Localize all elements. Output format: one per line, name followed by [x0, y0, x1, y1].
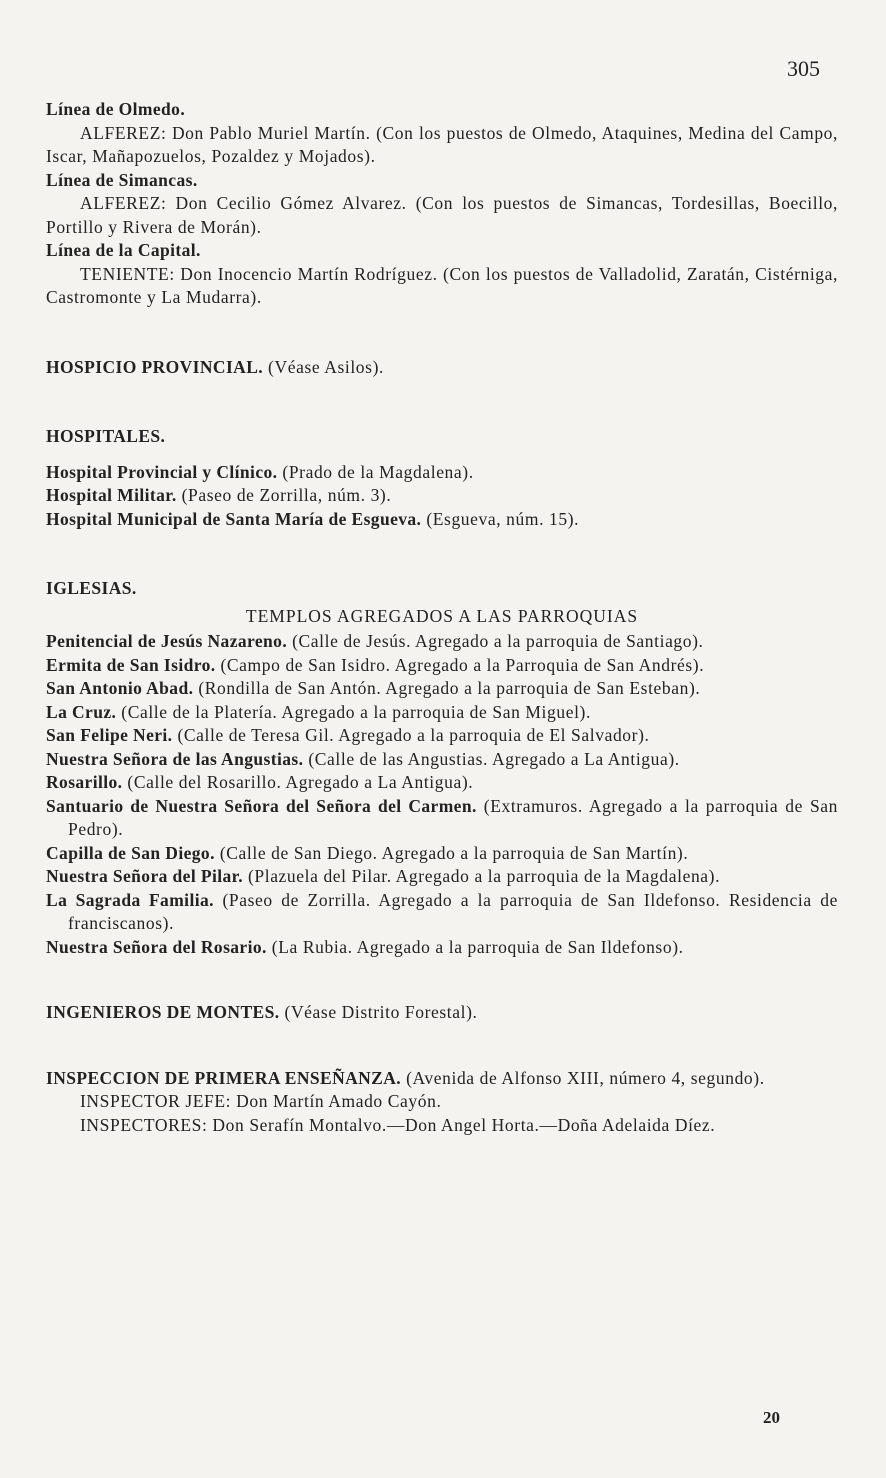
section-entry: INSPECCION DE PRIMERA ENSEÑANZA. (Avenida de Alfonso XIII, número 4, segundo). [46, 1067, 765, 1088]
list-item: Hospital Provincial y Clínico. (Prado de la Magdalena). [46, 461, 474, 482]
list-item: San Felipe Neri. (Calle de Teresa Gil. Agregado a la parroquia de El Salvador). [46, 725, 650, 745]
section-text: (Véase Distrito Forestal). [284, 1002, 478, 1022]
inspector-jefe: INSPECTOR JEFE: Don Martín Amado Cayón. [80, 1091, 442, 1111]
iglesias-section [46, 577, 838, 959]
inspectores: INSPECTORES: Don Serafín Montalvo.—Don Angel Horta.—Doña Adelaida Díez. [80, 1114, 716, 1135]
section-text: (Véase Asilos). [268, 356, 384, 377]
signature-mark: 20 [763, 1408, 780, 1427]
list-item: Penitencial de Jesús Nazareno. (Calle de Jesús. Agregado a la parroquia de Santiago). [46, 631, 704, 651]
line-heading: Línea de la Capital. [46, 240, 201, 260]
list-item: Nuestra Señora del Pilar. (Plazuela del Pilar. Agregado a la parroquia de la Magdalena). [46, 866, 721, 886]
section-title: HOSPITALES. [46, 426, 166, 446]
list-item: Capilla de San Diego. (Calle de San Diego. Agregado a la parroquia de San Martín). [46, 842, 689, 863]
section-title: IGLESIAS. [46, 578, 137, 598]
guardia-section [46, 98, 838, 310]
line-text: ALFEREZ: Don Cecilio Gómez Alvarez. (Con los puestos de Simancas, Tordesillas, Boecillo, Portillo y Rivera de Morán). [46, 193, 838, 237]
section-title: HOSPICIO PROVINCIAL. [46, 356, 264, 377]
line-text: TENIENTE: Don Inocencio Martín Rodríguez. (Con los puestos de Valladolid, Zaratán, Cistérniga, Castromonte y La Mudarra). [46, 263, 838, 307]
page-body [46, 98, 838, 1137]
line-heading: Línea de Olmedo. [46, 99, 186, 119]
inspeccion-section [46, 1067, 838, 1138]
list-item: Hospital Municipal de Santa María de Esgueva. (Esgueva, núm. 15). [46, 508, 580, 529]
list-item: La Cruz. (Calle de la Platería. Agregado a la parroquia de San Miguel). [46, 701, 591, 722]
line-text: ALFEREZ: Don Pablo Muriel Martín. (Con los puestos de Olmedo, Ataquines, Medina del Campo, Iscar, Mañapozuelos, Pozaldez y Mojados). [46, 122, 838, 166]
hospicio-entry [46, 356, 838, 380]
page-number: 305 [787, 56, 820, 81]
list-item: Hospital Militar. (Paseo de Zorrilla, núm. 3). [46, 485, 392, 505]
list-item: Nuestra Señora de las Angustias. (Calle de las Angustias. Agregado a La Antigua). [46, 748, 680, 769]
list-item: Santuario de Nuestra Señora del Señora del Carmen. (Extramuros. Agregado a la parroquia de San Pedro). [46, 795, 839, 839]
section-subtitle: TEMPLOS AGREGADOS A LAS PARROQUIAS [245, 605, 639, 626]
list-item: San Antonio Abad. (Rondilla de San Antón. Agregado a la parroquia de San Esteban). [46, 678, 701, 698]
list-item: Rosarillo. (Calle del Rosarillo. Agregado a La Antigua). [46, 772, 474, 792]
line-heading: Línea de Simancas. [46, 169, 198, 190]
list-item: Ermita de San Isidro. (Campo de San Isidro. Agregado a la Parroquia de San Andrés). [46, 654, 705, 675]
list-item: Nuestra Señora del Rosario. (La Rubia. Agregado a la parroquia de San Ildefonso). [46, 936, 684, 957]
section-title: INGENIEROS DE MONTES. [46, 1002, 280, 1022]
hospitales-section [46, 425, 838, 531]
list-item: La Sagrada Familia. (Paseo de Zorrilla. Agregado a la parroquia de San Ildefonso. Residencia de franciscanos). [46, 889, 838, 933]
ingenieros-entry [46, 1001, 838, 1025]
